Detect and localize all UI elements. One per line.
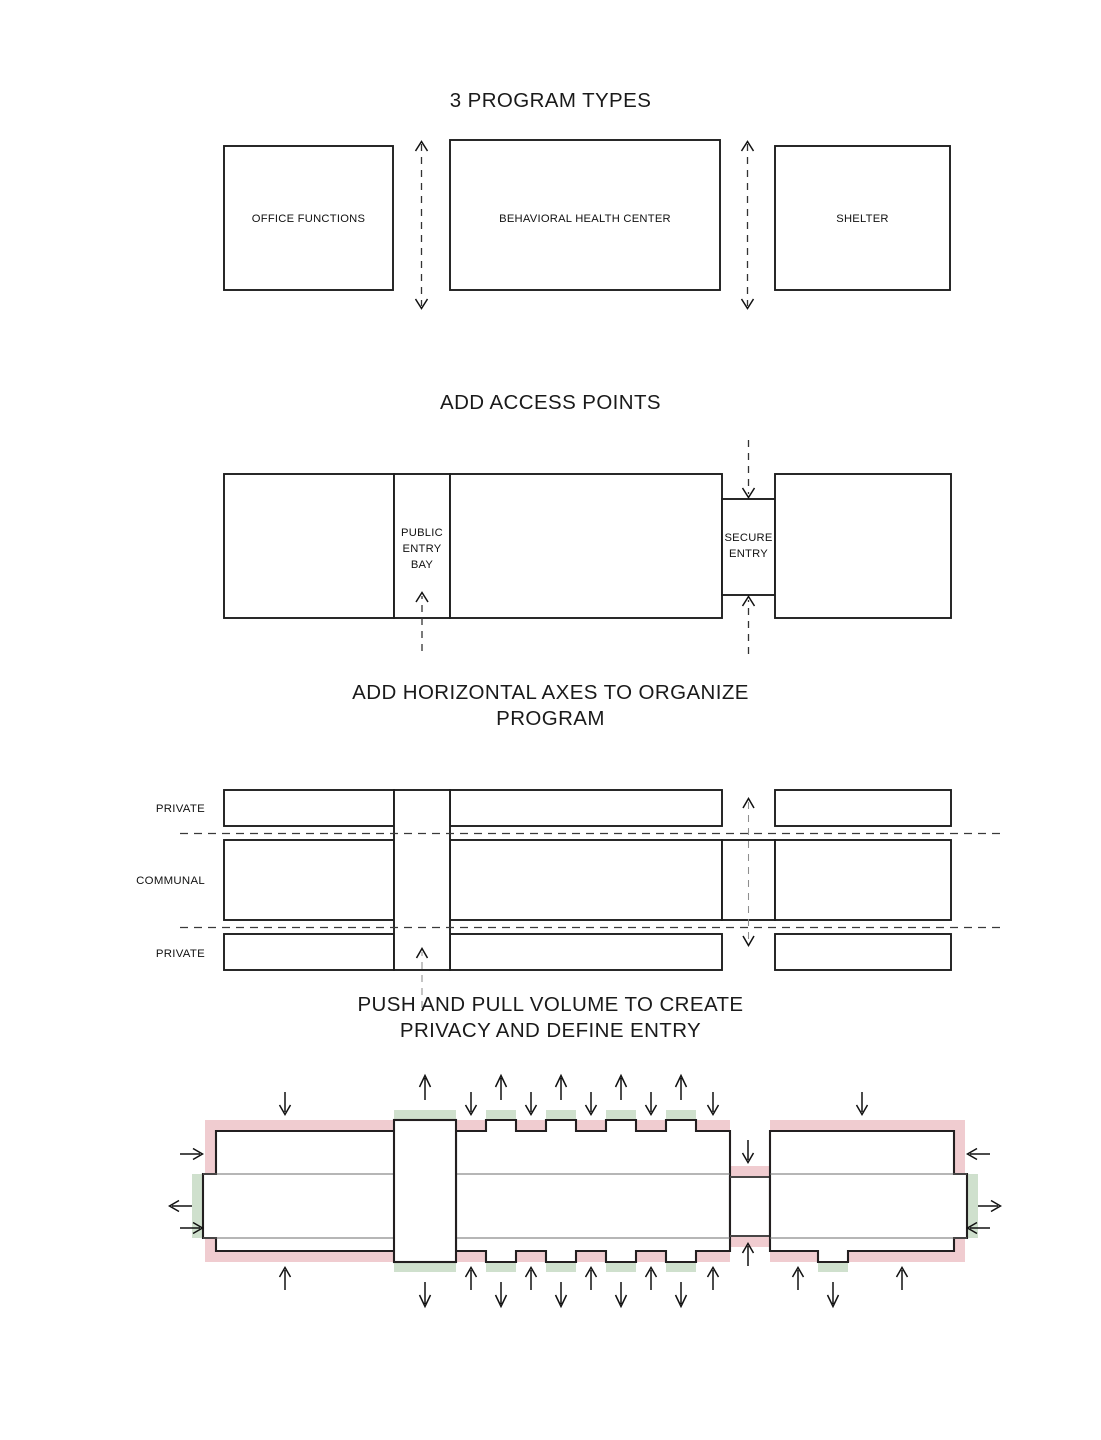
push-band-center-bottom-3 [576,1251,606,1262]
zone-office-private-bottom[interactable] [224,934,394,970]
block-label-behavioral-health-center: BEHAVIORAL HEALTH CENTER [499,213,671,225]
pull-band-entry-tower-top [394,1110,456,1120]
panel-1-stage [0,114,1101,354]
panel-4-stage [0,1044,1101,1374]
push-band-left-upper-return [205,1120,216,1176]
zone-bhc-private-bottom[interactable] [450,934,722,970]
panel-3-stage [0,732,1101,1022]
block-label-secure-entry-line-1: SECURE [724,532,773,544]
zone-shelter-communal[interactable] [775,840,951,920]
push-band-left-top [205,1120,405,1131]
panel-title-line-1: ADD HORIZONTAL AXES TO ORGANIZE [352,681,749,704]
panel-title-program-types [0,88,1101,114]
panel-2-svg [0,416,1101,646]
panel-access-points [0,390,1101,646]
pull-band-center-bottom-3 [606,1262,636,1272]
block-label-office-functions: OFFICE FUNCTIONS [251,213,366,225]
secure-entry-arrow-bottom [743,597,755,655]
push-band-center-top-4 [636,1120,666,1131]
zone-bhc-communal[interactable] [450,840,722,920]
panel-3-svg [0,732,1101,1022]
panel-title-horizontal-axes [0,680,1101,732]
pull-band-right-bottom-notch [818,1262,848,1272]
zone-office-private-top[interactable] [224,790,394,826]
panel-program-types [0,88,1101,354]
pull-band-center-top-2 [546,1110,576,1120]
zone-public-entry-bay-spine[interactable] [394,790,450,970]
push-band-right-bottom [770,1251,965,1262]
block-label-public-entry-bay-line-3: BAY [410,559,434,571]
volume-public-entry-tower[interactable] [394,1120,456,1262]
separation-arrow-left [416,142,428,309]
zone-office-communal[interactable] [224,840,394,920]
panel-title-line-1: PUSH AND PULL VOLUME TO CREATE [357,993,744,1016]
panel-title-line: 3 PROGRAM TYPES [449,89,652,112]
zone-label-private-top: PRIVATE [155,803,205,815]
panel-horizontal-axes [0,680,1101,1022]
separation-arrow-right [742,142,754,309]
block-label-public-entry-bay-line-1: PUBLIC [401,527,443,539]
secure-entry-arrow-top [743,440,755,498]
volume-left-office-mass[interactable] [203,1131,405,1251]
pull-band-center-bottom-1 [486,1262,516,1272]
zone-shelter-private-top[interactable] [775,790,951,826]
panel-title-line-2: PROGRAM [496,707,605,730]
push-band-center-top-1 [456,1120,486,1131]
block-shelter-bar[interactable] [775,474,951,618]
panel-title-line: ADD ACCESS POINTS [440,391,661,414]
panel-title-line-2: PRIVACY AND DEFINE ENTRY [399,1019,702,1042]
pull-band-center-bottom-4 [666,1262,696,1272]
panel-1-svg [0,114,1101,354]
panel-2-stage [0,416,1101,646]
push-band-center-top-5 [696,1120,730,1131]
volume-right-shelter-mass[interactable] [770,1131,967,1262]
push-band-left-bottom [205,1251,405,1262]
panel-title-access-points [0,390,1101,416]
zone-shelter-private-bottom[interactable] [775,934,951,970]
push-band-center-bottom-2 [516,1251,546,1262]
push-band-center-bottom-5 [696,1251,730,1262]
zone-label-communal: COMMUNAL [136,875,205,887]
panel-push-pull [0,992,1101,1374]
push-band-center-bottom-1 [456,1251,486,1262]
volume-secure-link[interactable] [730,1177,770,1236]
pull-band-center-top-4 [666,1110,696,1120]
zone-label-private-bottom: PRIVATE [155,948,205,960]
panel-title-push-pull [0,992,1101,1044]
block-office-bar[interactable] [224,474,394,618]
push-band-right-top [770,1120,965,1131]
block-label-shelter: SHELTER [836,213,889,225]
panel-4-svg [0,1044,1101,1374]
block-label-secure-entry-line-2: ENTRY [729,548,768,560]
zone-bhc-private-top[interactable] [450,790,722,826]
block-secure-entry[interactable] [722,499,775,595]
volume-center-bhc-mass[interactable] [456,1120,730,1262]
pull-band-center-top-1 [486,1110,516,1120]
block-behavioral-health-bar[interactable] [450,474,722,618]
pull-band-center-top-3 [606,1110,636,1120]
push-band-center-top-2 [516,1120,546,1131]
push-band-right-upper-return [954,1120,965,1176]
pull-band-entry-tower-bottom [394,1262,456,1272]
push-band-center-top-3 [576,1120,606,1131]
block-label-public-entry-bay-line-2: ENTRY [402,543,442,555]
push-band-center-bottom-4 [636,1251,666,1262]
pull-band-center-bottom-2 [546,1262,576,1272]
